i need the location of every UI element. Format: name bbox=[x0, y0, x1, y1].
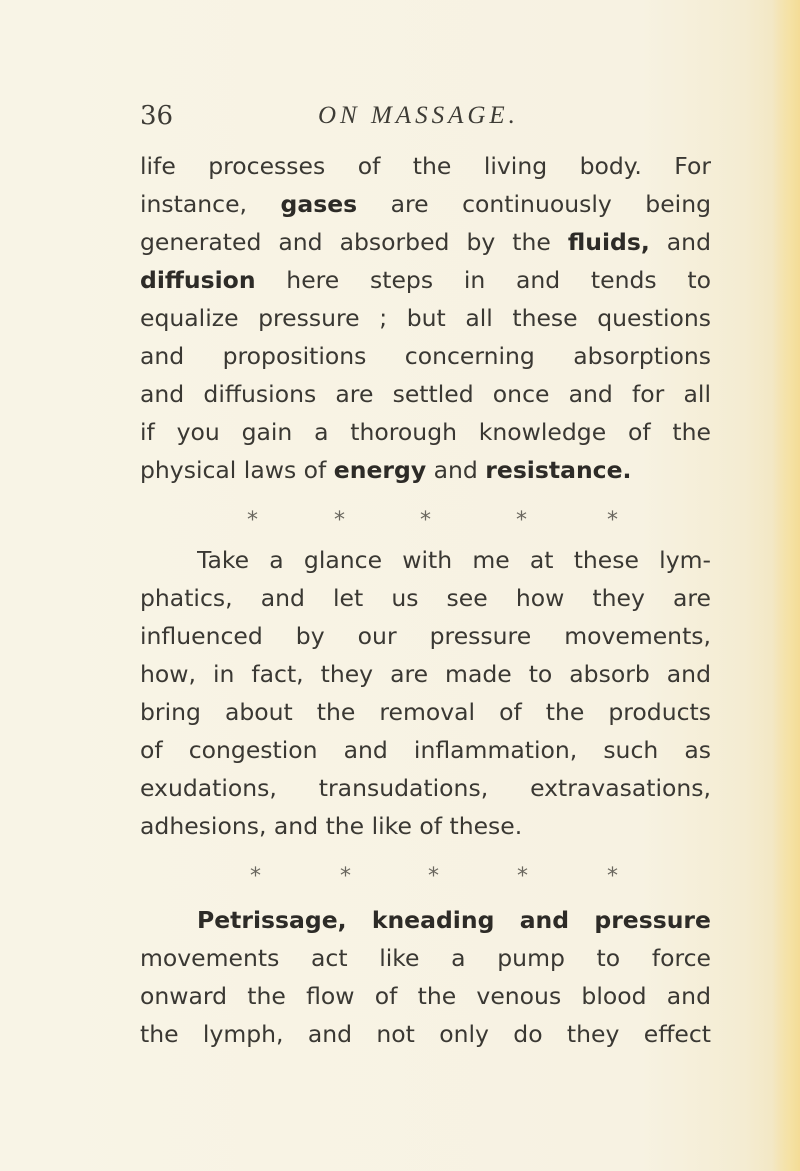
page-number: 36 bbox=[140, 101, 174, 131]
text-run: physical laws of bbox=[140, 456, 334, 484]
text-run bbox=[347, 906, 372, 934]
asterisk: * bbox=[517, 864, 528, 889]
text-line bbox=[140, 374, 711, 414]
text-run: adhesions, and the like of these. bbox=[140, 812, 523, 840]
asterisk: * bbox=[420, 508, 431, 533]
bold-term: energy bbox=[333, 456, 427, 484]
text-line bbox=[197, 900, 711, 940]
text-line bbox=[140, 336, 711, 376]
text-run: onward the flow of the venous blood and bbox=[140, 982, 711, 1010]
asterisk: * bbox=[247, 508, 258, 533]
text-line bbox=[140, 806, 711, 846]
text-run: bring about the removal of the products bbox=[140, 698, 711, 726]
bold-term: resistance. bbox=[485, 456, 632, 484]
text-run: how, in fact, they are made to absorb and bbox=[140, 660, 711, 688]
text-line bbox=[197, 540, 711, 580]
text-line bbox=[140, 976, 711, 1016]
asterisk: * bbox=[607, 864, 618, 889]
text-line bbox=[140, 938, 711, 978]
text-run bbox=[494, 906, 519, 934]
text-run: and propositions concerning absorptions bbox=[140, 342, 711, 370]
text-run: of congestion and inflammation, such as bbox=[140, 736, 711, 764]
bold-term: gases bbox=[280, 190, 358, 218]
asterisk: * bbox=[340, 864, 351, 889]
asterism-separator bbox=[0, 862, 800, 892]
text-run: life processes of the living body. For bbox=[140, 152, 711, 180]
bold-term: and bbox=[519, 906, 570, 934]
text-run: are continuously being bbox=[357, 190, 711, 218]
text-run: and bbox=[426, 456, 486, 484]
text-line bbox=[140, 730, 711, 770]
bold-term: diffusion bbox=[140, 266, 256, 294]
text-run: and bbox=[649, 228, 711, 256]
text-line bbox=[140, 654, 711, 694]
text-run: generated and absorbed by the bbox=[140, 228, 568, 256]
running-title: ON MASSAGE. bbox=[318, 102, 519, 129]
text-run: movements act like a pump to force bbox=[140, 944, 711, 972]
text-line bbox=[140, 616, 711, 656]
asterisk: * bbox=[428, 864, 439, 889]
text-line bbox=[140, 1014, 711, 1054]
text-run: here steps in and tends to bbox=[255, 266, 711, 294]
asterisk: * bbox=[516, 508, 527, 533]
text-run: instance, bbox=[140, 190, 281, 218]
asterism-separator bbox=[0, 506, 800, 536]
bold-term: kneading bbox=[371, 906, 495, 934]
text-line bbox=[140, 298, 711, 338]
asterisk: * bbox=[607, 508, 618, 533]
text-line bbox=[140, 692, 711, 732]
text-run: and diffusions are settled once and for all bbox=[140, 380, 711, 408]
text-line bbox=[140, 768, 711, 808]
text-run: if you gain a thorough knowledge of the bbox=[140, 418, 711, 446]
bold-term: fluids, bbox=[567, 228, 650, 256]
text-line bbox=[140, 412, 711, 452]
text-run: the lymph, and not only do they effect bbox=[140, 1020, 711, 1048]
text-line bbox=[140, 222, 711, 262]
text-line bbox=[140, 146, 711, 186]
text-line bbox=[140, 260, 711, 300]
asterisk: * bbox=[250, 864, 261, 889]
text-run: equalize pressure ; but all these questions bbox=[140, 304, 711, 332]
text-line bbox=[140, 184, 711, 224]
text-run: exudations, transudations, extravasations, bbox=[140, 774, 711, 802]
text-line bbox=[140, 450, 711, 490]
text-run: Take a glance with me at these lym- bbox=[197, 546, 711, 574]
bold-term: Petrissage, bbox=[197, 906, 347, 934]
text-line bbox=[140, 578, 711, 618]
page-edge bbox=[772, 0, 800, 1171]
asterisk: * bbox=[334, 508, 345, 533]
text-run bbox=[569, 906, 594, 934]
text-run: phatics, and let us see how they are bbox=[140, 584, 711, 612]
text-run: influenced by our pressure movements, bbox=[140, 622, 711, 650]
bold-term: pressure bbox=[594, 906, 711, 934]
